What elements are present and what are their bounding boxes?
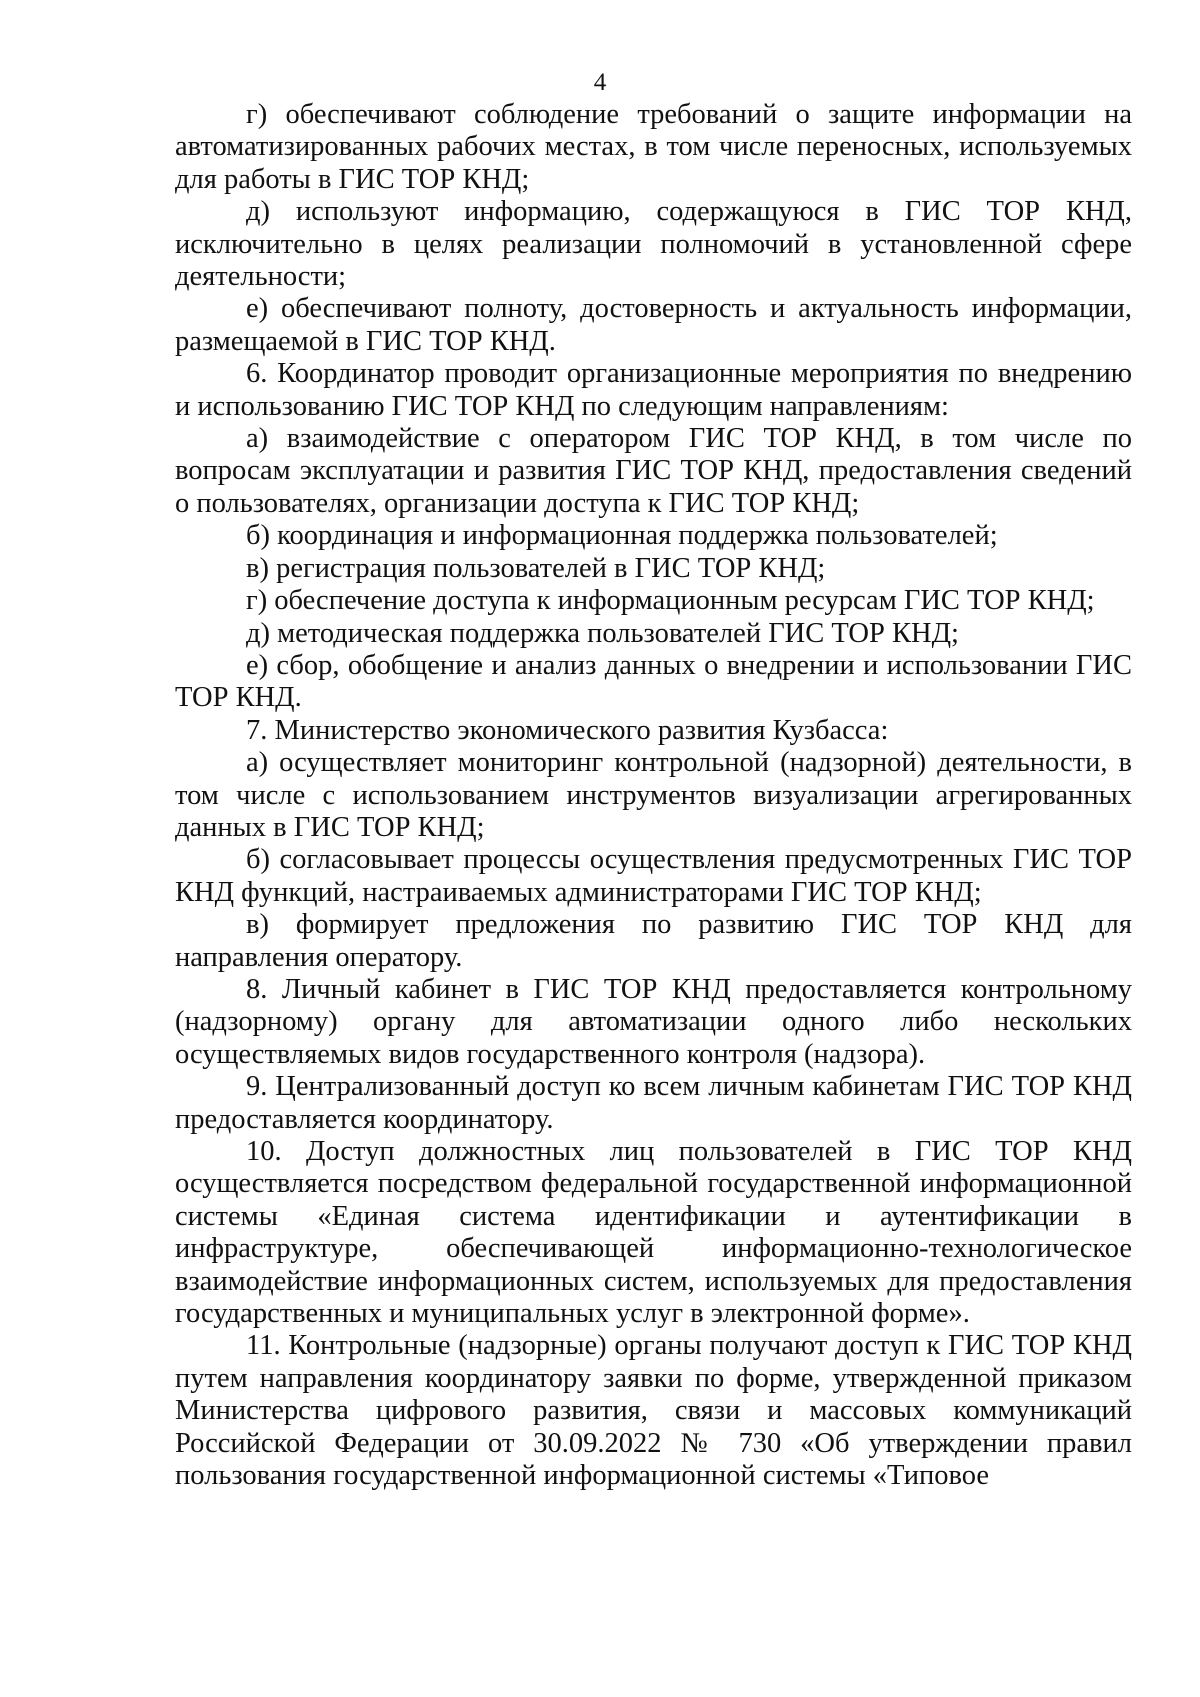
paragraph-6e-data-analysis: е) сбор, обобщение и анализ данных о внедрении и использовании ГИС ТОР КНД. — [175, 649, 1132, 714]
paragraph-7b-process-approval: б) согласовывает процессы осуществления предусмотренных ГИС ТОР КНД функций, настраиваемых администраторами ГИС ТОР КНД; — [175, 844, 1132, 908]
page-number: 4 — [593, 69, 607, 96]
paragraph-10-official-access: 10. Доступ должностных лиц пользователей в ГИС ТОР КНД осуществляется посредством федеральной государственной информационной системы «Единая система идентификации и аутентификации в инфраструктуре, обеспечивающей информационно-технологическое взаимодействие информационных систем, используемых для предоставления государственных и муниципальных услуг в электронной форме». — [175, 1136, 1132, 1330]
paragraph-6a-operator-interaction: а) взаимодействие с оператором ГИС ТОР КНД, в том числе по вопросам эксплуатации и развития ГИС ТОР КНД, предоставления сведений о пользователях, организации доступа к ГИС ТОР КНД; — [175, 423, 1132, 519]
paragraph-e-information-accuracy: е) обеспечивают полноту, достоверность и актуальность информации, размещаемой в ГИС ТОР КНД. — [175, 293, 1132, 357]
paragraph-7-ministry: 7. Министерство экономического развития Кузбасса: — [246, 714, 889, 746]
paragraph-g-information-protection: г) обеспечивают соблюдение требований о защите информации на автоматизированных рабочих местах, в том числе переносных, используемых для работы в ГИС ТОР КНД; — [175, 99, 1132, 195]
paragraph-6g-resource-access: г) обеспечение доступа к информационным ресурсам ГИС ТОР КНД; — [246, 585, 1095, 617]
paragraph-6-coordinator-measures: 6. Координатор проводит организационные мероприятия по внедрению и использованию ГИС ТОР КНД по следующим направлениям: — [175, 358, 1132, 422]
paragraph-11-access-request: 11. Контрольные (надзорные) органы получают доступ к ГИС ТОР КНД путем направления координатору заявки по форме, утвержденной приказом Министерства цифрового развития, связи и массовых коммуникаций Российской Федерации от 30.09.2022 № 730 «Об утверждении правил пользования государственной информационной системы «Типовое — [175, 1330, 1132, 1492]
paragraph-d-information-use: д) используют информацию, содержащуюся в ГИС ТОР КНД, исключительно в целях реализации полномочий в установленной сфере деятельности; — [175, 196, 1132, 293]
paragraph-7v-development-proposals: в) формирует предложения по развитию ГИС ТОР КНД для направления оператору. — [175, 909, 1132, 973]
paragraph-6b-user-support: б) координация и информационная поддержка пользователей; — [246, 520, 998, 552]
paragraph-6d-methodical-support: д) методическая поддержка пользователей ГИС ТОР КНД; — [246, 617, 959, 649]
paragraph-9-centralized-access: 9. Централизованный доступ ко всем личным кабинетам ГИС ТОР КНД предоставляется координатору. — [175, 1071, 1132, 1135]
paragraph-7a-monitoring: а) осуществляет мониторинг контрольной (надзорной) деятельности, в том числе с использованием инструментов визуализации агрегированных данных в ГИС ТОР КНД; — [175, 747, 1132, 843]
paragraph-8-personal-account: 8. Личный кабинет в ГИС ТОР КНД предоставляется контрольному (надзорному) органу для автоматизации одного либо нескольких осуществляемых видов государственного контроля (надзора). — [175, 973, 1132, 1070]
document-body — [175, 99, 1132, 1492]
paragraph-6v-user-registration: в) регистрация пользователей в ГИС ТОР КНД; — [246, 552, 826, 584]
